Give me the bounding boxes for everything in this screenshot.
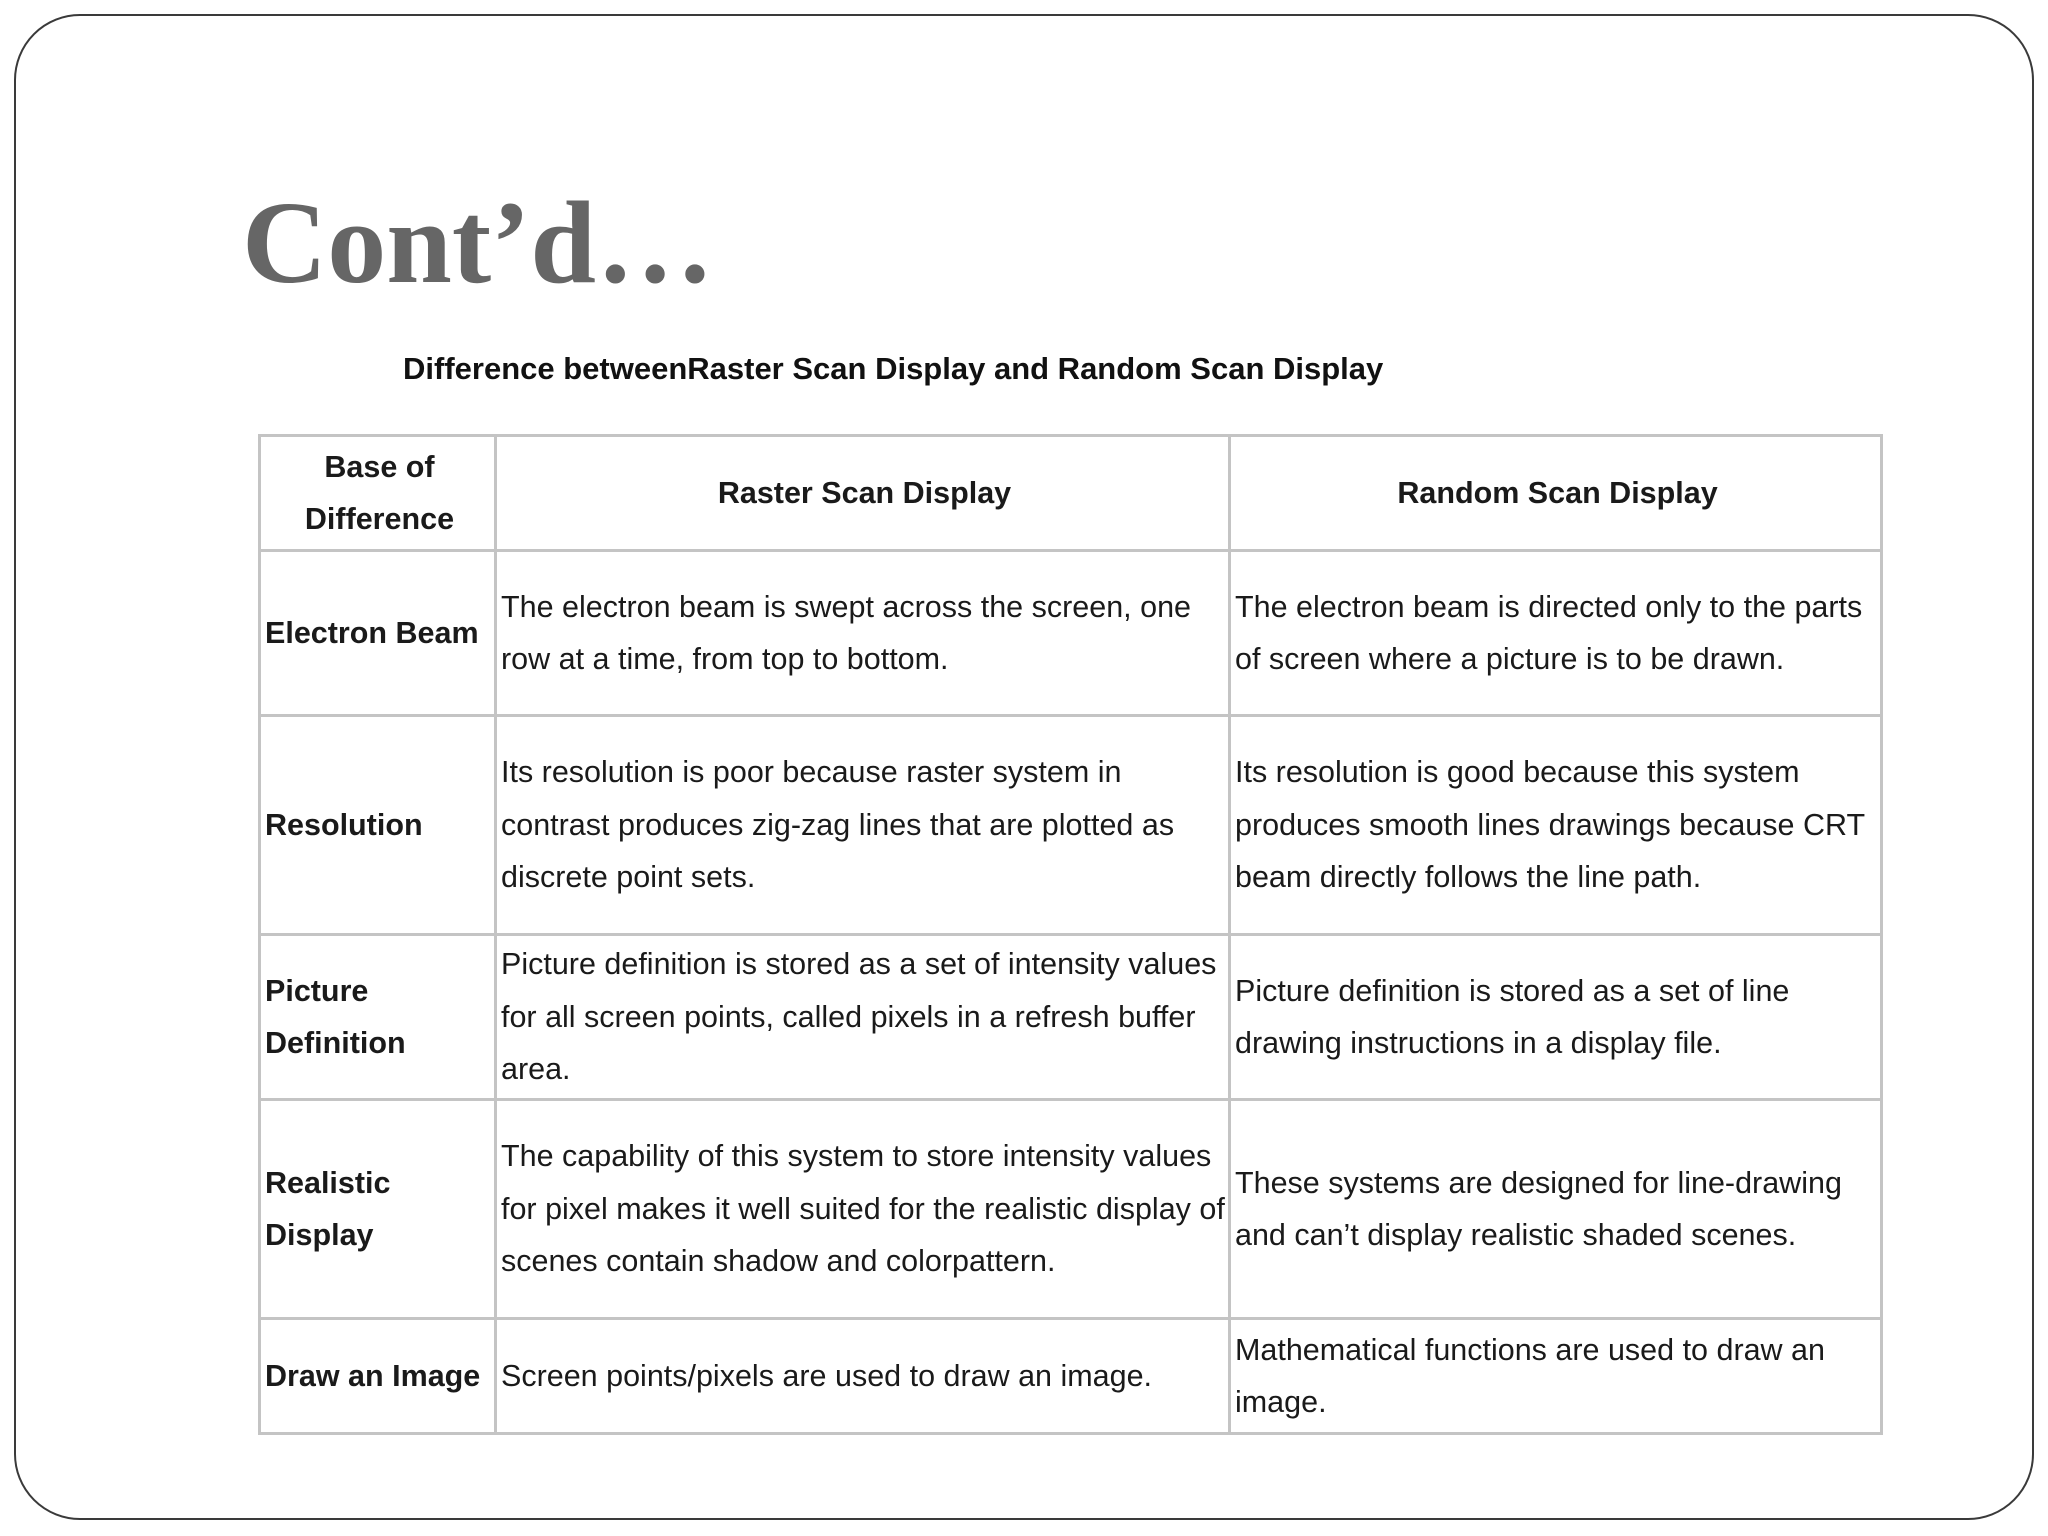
random-cell: Mathematical functions are used to draw an image. <box>1230 1319 1882 1434</box>
raster-cell: Its resolution is poor because raster system in contrast produces zig-zag lines that are plotted as discrete point sets. <box>496 716 1230 935</box>
raster-cell: The electron beam is swept across the screen, one row at a time, from top to bottom. <box>496 551 1230 716</box>
random-cell: The electron beam is directed only to the parts of screen where a picture is to be drawn. <box>1230 551 1882 716</box>
random-cell: Picture definition is stored as a set of line drawing instructions in a display file. <box>1230 935 1882 1100</box>
random-cell: These systems are designed for line-drawing and can’t display realistic shaded scenes. <box>1230 1100 1882 1319</box>
table-header-row <box>260 436 1882 551</box>
header-base-of-difference: Base of Difference <box>260 436 496 551</box>
random-cell: Its resolution is good because this system produces smooth lines drawings because CRT beam directly follows the line path. <box>1230 716 1882 935</box>
raster-cell: The capability of this system to store intensity values for pixel makes it well suited for the realistic display of scenes contain shadow and colorpattern. <box>496 1100 1230 1319</box>
table-row <box>260 1100 1882 1319</box>
table-row <box>260 716 1882 935</box>
row-label: Resolution <box>260 716 496 935</box>
table-caption: Difference betweenRaster Scan Display and Random Scan Display <box>403 351 1384 386</box>
header-random-scan-display: Random Scan Display <box>1230 436 1882 551</box>
table-row <box>260 1319 1882 1434</box>
slide-title: Cont’d… <box>242 177 715 308</box>
row-label: Realistic Display <box>260 1100 496 1319</box>
comparison-table <box>258 434 1883 1435</box>
row-label: Picture Definition <box>260 935 496 1100</box>
row-label: Electron Beam <box>260 551 496 716</box>
table-row <box>260 551 1882 716</box>
table-row <box>260 935 1882 1100</box>
raster-cell: Screen points/pixels are used to draw an image. <box>496 1319 1230 1434</box>
row-label: Draw an Image <box>260 1319 496 1434</box>
header-raster-scan-display: Raster Scan Display <box>496 436 1230 551</box>
raster-cell: Picture definition is stored as a set of intensity values for all screen points, called pixels in a refresh buffer area. <box>496 935 1230 1100</box>
